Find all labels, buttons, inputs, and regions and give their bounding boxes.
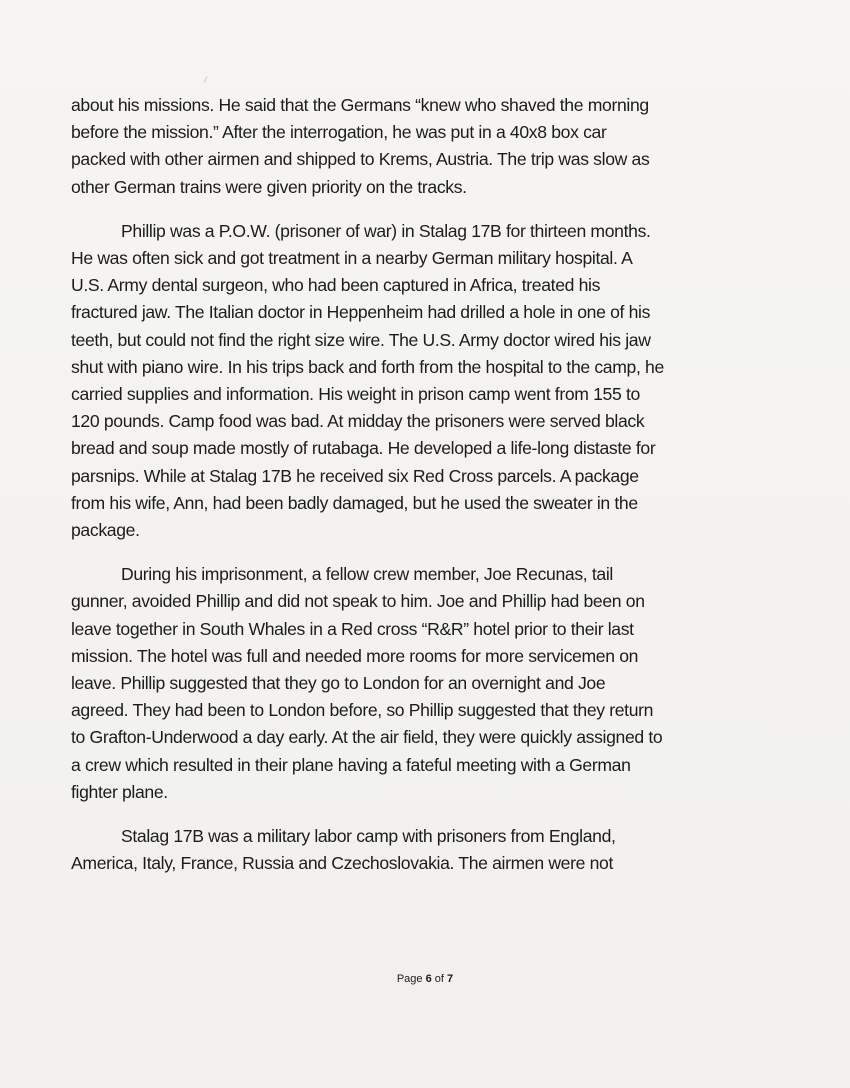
text-line: America, Italy, France, Russia and Czechoslovakia. The airmen were not — [71, 853, 614, 874]
text-line: package. — [71, 520, 140, 541]
text-line: leave together in South Whales in a Red cross “R&R” hotel prior to their last — [71, 618, 634, 639]
text-line: from his wife, Ann, had been badly damaged, but he used the sweater in the — [71, 492, 638, 513]
text-line: During his imprisonment, a fellow crew member, Joe Recunas, tail — [121, 564, 613, 585]
text-line: teeth, but could not find the right size wire. The U.S. Army doctor wired his jaw — [71, 329, 651, 350]
text-line: He was often sick and got treatment in a nearby German military hospital. A — [71, 248, 633, 269]
document-body — [71, 92, 811, 877]
text-line: Stalag 17B was a military labor camp with prisoners from England, — [121, 826, 616, 847]
text-line: fractured jaw. The Italian doctor in Heppenheim had drilled a hole in one of his — [71, 302, 651, 323]
text-line: to Grafton-Underwood a day early. At the air field, they were quickly assigned to — [71, 727, 663, 748]
text-line: packed with other airmen and shipped to Krems, Austria. The trip was slow as — [71, 149, 650, 170]
text-line: a crew which resulted in their plane having a fateful meeting with a German — [71, 754, 631, 775]
text-line: carried supplies and information. His weight in prison camp went from 155 to — [71, 384, 640, 405]
text-line: about his missions. He said that the Germans “knew who shaved the morning — [71, 95, 649, 115]
text-line: shut with piano wire. In his trips back and forth from the hospital to the camp, he — [71, 356, 664, 377]
paragraph — [71, 218, 811, 544]
paragraph — [71, 561, 811, 806]
text-line: gunner, avoided Phillip and did not speak to him. Joe and Phillip had been on — [71, 591, 645, 612]
text-line: agreed. They had been to London before, so Phillip suggested that they return — [71, 700, 654, 721]
text-line: before the mission.” After the interrogation, he was put in a 40x8 box car — [71, 122, 607, 143]
total-page-count: 7 — [447, 973, 454, 985]
text-line: other German trains were given priority on the tracks. — [71, 176, 467, 197]
text-line: 120 pounds. Camp food was bad. At midday the prisoners were served black — [71, 411, 645, 432]
current-page-number: 6 — [425, 973, 432, 985]
paragraph — [71, 92, 811, 201]
page-label: Page — [396, 973, 426, 985]
page-of-label: of — [431, 973, 448, 985]
text-line: fighter plane. — [71, 781, 168, 802]
paragraph — [71, 823, 811, 877]
scan-speck — [204, 76, 210, 83]
text-line: leave. Phillip suggested that they go to London for an overnight and Joe — [71, 673, 606, 694]
text-line: parsnips. While at Stalag 17B he received six Red Cross parcels. A package — [71, 465, 639, 486]
text-line: mission. The hotel was full and needed more rooms for more servicemen on — [71, 645, 639, 666]
text-line: bread and soup made mostly of rutabaga. He developed a life-long distaste for — [71, 438, 656, 459]
text-line: U.S. Army dental surgeon, who had been captured in Africa, treated his — [71, 275, 601, 296]
page-number-footer — [0, 973, 850, 985]
text-line: Phillip was a P.O.W. (prisoner of war) in Stalag 17B for thirteen months. — [121, 220, 651, 241]
